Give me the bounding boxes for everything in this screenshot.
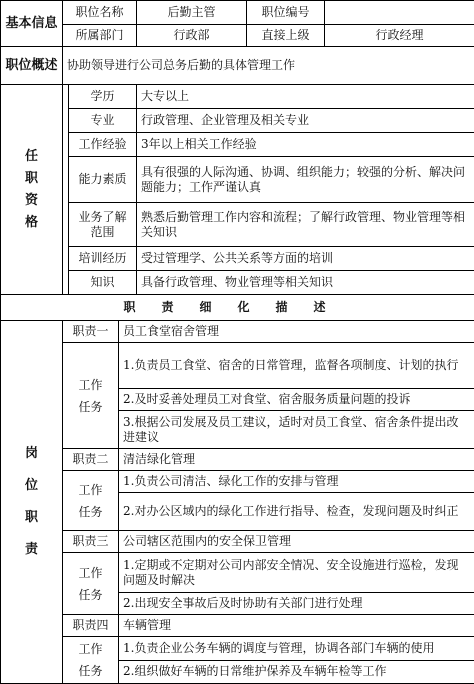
department-value: 行政部 bbox=[137, 25, 247, 47]
duty-label: 职责四 bbox=[63, 615, 119, 637]
duty-label: 职责二 bbox=[63, 449, 119, 471]
duty-task: 2.对办公区域内的绿化工作进行指导、检查，发现问题及时纠正 bbox=[119, 493, 474, 531]
qualification-label: 学历 bbox=[69, 85, 137, 109]
superior-label: 直接上级 bbox=[247, 25, 325, 47]
overview-text: 协助领导进行公司总务后勤的具体管理工作 bbox=[63, 47, 474, 85]
qualification-value: 具有很强的人际沟通、协调、组织能力；较强的分析、解决问题能力；工作严谨认真 bbox=[137, 157, 474, 203]
qualification-label: 知识 bbox=[69, 271, 137, 295]
duty-title: 车辆管理 bbox=[119, 615, 474, 637]
work-task-label: 工作 任务 bbox=[63, 637, 119, 684]
duties-section-label: 岗 位 职 责 bbox=[1, 321, 63, 684]
overview-label: 职位概述 bbox=[1, 47, 63, 85]
duty-task: 1.负责企业公务车辆的调度与管理，协调各部门车辆的使用 bbox=[119, 637, 474, 661]
qualification-value: 受过管理学、公共关系等方面的培训 bbox=[137, 247, 474, 271]
department-label: 所属部门 bbox=[63, 25, 137, 47]
basic-info-section-label: 基本信息 bbox=[1, 1, 63, 47]
qualification-label: 工作经验 bbox=[69, 133, 137, 157]
duty-task: 2.出现安全事故后及时协助有关部门进行处理 bbox=[119, 593, 474, 615]
position-no-value bbox=[325, 1, 474, 25]
duty-title: 员工食堂宿舍管理 bbox=[119, 321, 474, 343]
qualification-label: 专业 bbox=[69, 109, 137, 133]
position-name-label: 职位名称 bbox=[63, 1, 137, 25]
duties-title: 职责细化描述 bbox=[1, 295, 474, 321]
duty-label: 职责三 bbox=[63, 531, 119, 553]
qualification-value: 3年以上相关工作经验 bbox=[137, 133, 474, 157]
duty-task: 1.定期或不定期对公司内部安全情况、安全设施进行巡检，发现问题及时解决 bbox=[119, 553, 474, 593]
position-name-value: 后勤主管 bbox=[137, 1, 247, 25]
qualifications-section-label: 任 职 资 格 bbox=[1, 85, 63, 295]
position-no-label: 职位编号 bbox=[247, 1, 325, 25]
duty-label: 职责一 bbox=[63, 321, 119, 343]
qualification-value: 具备行政管理、物业管理等相关知识 bbox=[137, 271, 474, 295]
duty-title: 清洁绿化管理 bbox=[119, 449, 474, 471]
qualification-value: 熟悉后勤管理工作内容和流程；了解行政管理、物业管理等相关知识 bbox=[137, 203, 474, 247]
work-task-label: 工作 任务 bbox=[63, 343, 119, 449]
work-task-label: 工作 任务 bbox=[63, 553, 119, 615]
qualification-label: 培训经历 bbox=[69, 247, 137, 271]
duty-task: 1.负责公司清洁、绿化工作的安排与管理 bbox=[119, 471, 474, 493]
duty-title: 公司辖区范围内的安全保卫管理 bbox=[119, 531, 474, 553]
superior-value: 行政经理 bbox=[325, 25, 474, 47]
qualification-value: 大专以上 bbox=[137, 85, 474, 109]
qualification-label: 业务了解范围 bbox=[69, 203, 137, 247]
duty-task: 1.负责员工食堂、宿舍的日常管理，监督各项制度、计划的执行 bbox=[119, 343, 474, 389]
qualification-label: 能力素质 bbox=[69, 157, 137, 203]
duty-task: 2.及时妥善处理员工对食堂、宿舍服务质量问题的投诉 bbox=[119, 389, 474, 411]
duty-task: 2.组织做好车辆的日常维护保养及车辆年检等工作 bbox=[119, 660, 474, 684]
duty-task: 3.根据公司发展及员工建议，适时对员工食堂、宿舍条件提出改进建议 bbox=[119, 411, 474, 449]
qualification-value: 行政管理、企业管理及相关专业 bbox=[137, 109, 474, 133]
work-task-label: 工作 任务 bbox=[63, 471, 119, 531]
